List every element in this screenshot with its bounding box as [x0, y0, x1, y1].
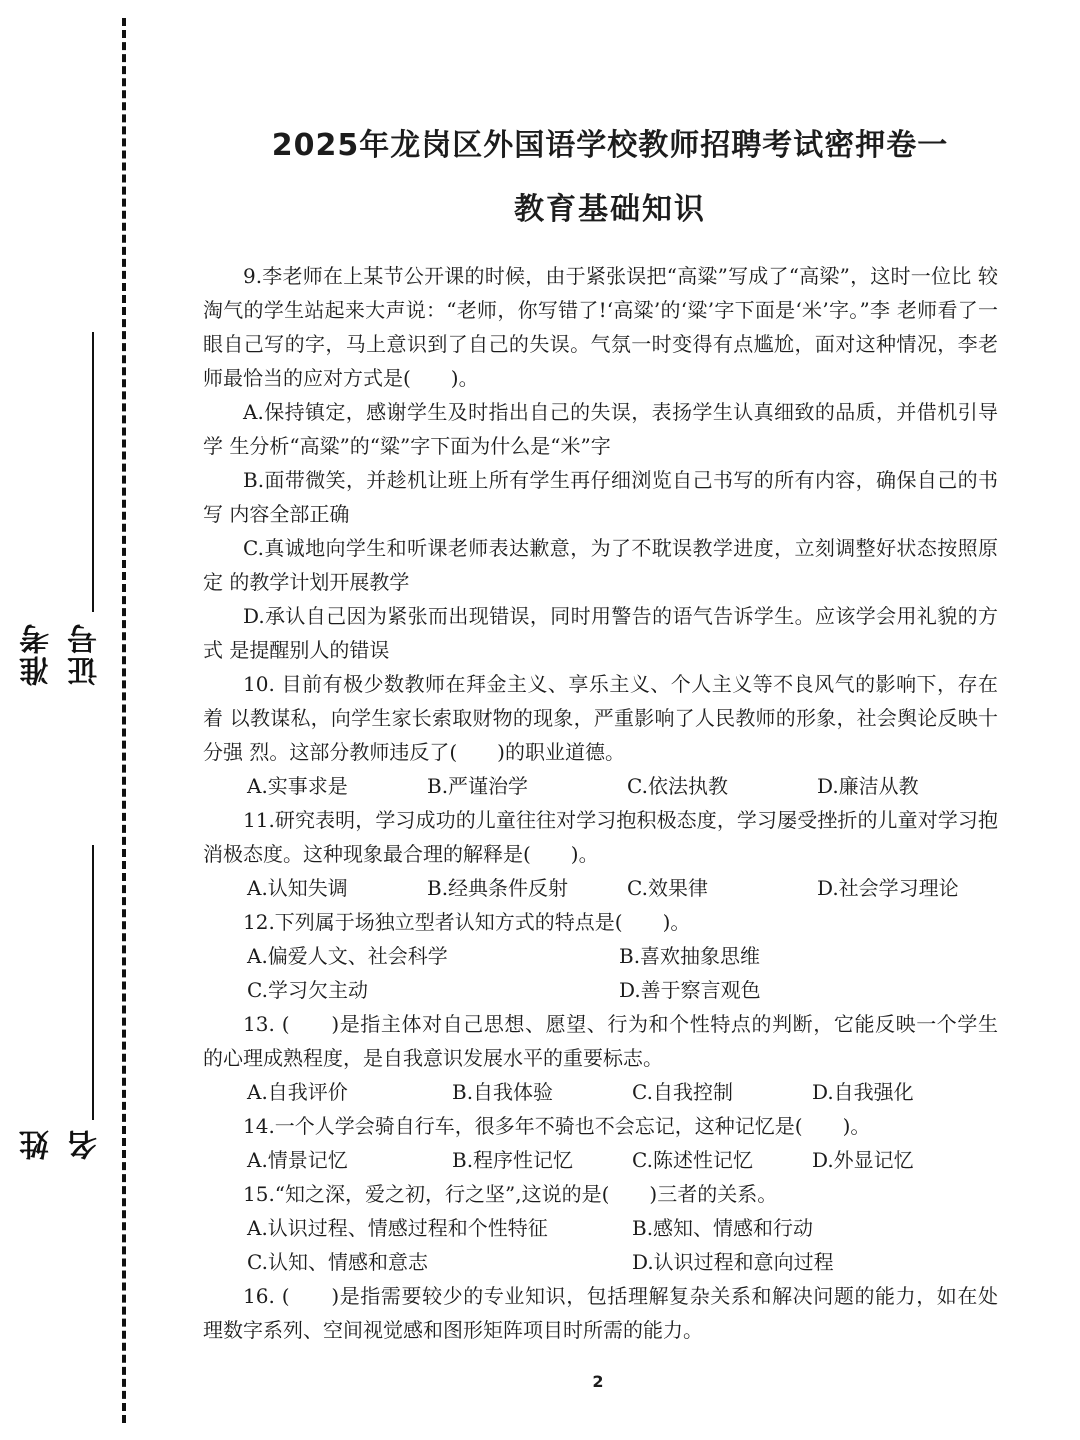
- option-c: C.陈述性记忆: [632, 1148, 753, 1172]
- option-d: D.社会学习理论: [817, 876, 959, 900]
- option-c: C.认知、情感和意志: [247, 1250, 428, 1274]
- option-d: D.善于察言观色: [619, 978, 761, 1002]
- question-16: [203, 1279, 998, 1347]
- page-subtitle: 教育基础知识: [514, 192, 706, 227]
- option-row: [203, 1211, 998, 1245]
- question-stem: 14.一个人学会骑自行车，很多年不骑也不会忘记，这种记忆是( )。: [243, 1114, 871, 1138]
- option-a: A.自我评价: [247, 1080, 348, 1104]
- option-b: B.自我体验: [452, 1080, 554, 1104]
- question-10: [203, 667, 998, 803]
- question-13: [203, 1007, 998, 1109]
- page-title: 2025年龙岗区外国语学校教师招聘考试密押卷一: [271, 128, 949, 163]
- question-15: [203, 1177, 998, 1279]
- name-label-line2: 名: [68, 1128, 103, 1160]
- option-b: B.程序性记忆: [452, 1148, 574, 1172]
- question-stem: 12.下列属于场独立型者认知方式的特点是( )。: [243, 910, 691, 934]
- option-a: A.情景记忆: [247, 1148, 348, 1172]
- name-label-line1: 姓: [20, 1128, 55, 1160]
- option-b: B.喜欢抽象思维: [619, 944, 761, 968]
- exam-id-label-line2: 证号: [68, 622, 103, 686]
- exam-id-write-line: [92, 332, 94, 612]
- question-stem: 10. 目前有极少数教师在拜金主义、享乐主义、个人主义等不良风气的影响下，存在着 以教谋私，向学生家长索取财物的现象，严重影响了人民教师的形象，社会舆论反映十分强 烈。这部分教师违反了( )的职业道德。: [203, 672, 998, 764]
- option-b: B.面带微笑，并趁机让班上所有学生再仔细浏览自己书写的所有内容，确保自己的书写 内容全部正确: [203, 468, 998, 526]
- option-row: [203, 1245, 998, 1279]
- question-14: [203, 1109, 998, 1177]
- option-row: [203, 1143, 998, 1177]
- cut-dashed-line: [122, 18, 126, 1423]
- name-write-line: [92, 845, 94, 1120]
- option-c: C.依法执教: [627, 774, 728, 798]
- option-a: A.实事求是: [247, 774, 348, 798]
- question-stem: 11.研究表明，学习成功的儿童往往对学习抱积极态度，学习屡受挫折的儿童对学习抱 消极态度。这种现象最合理的解释是( )。: [203, 808, 998, 866]
- option-c: C.自我控制: [632, 1080, 733, 1104]
- option-row: [203, 769, 998, 803]
- question-list: [203, 259, 998, 1347]
- binding-margin: [0, 0, 180, 1440]
- option-c: C.学习欠主动: [247, 978, 368, 1002]
- question-stem: 15.“知之深，爱之初，行之坚”,这说的是( )三者的关系。: [243, 1182, 778, 1206]
- option-d: D.外显记忆: [812, 1148, 914, 1172]
- option-d: D.认识过程和意向过程: [632, 1250, 834, 1274]
- option-d: D.承认自己因为紧张而出现错误，同时用警告的语气告诉学生。应该学会用礼貌的方式 是提醒别人的错误: [203, 604, 998, 662]
- option-row: [203, 1075, 998, 1109]
- question-12: [203, 905, 998, 1007]
- option-c: C.效果律: [627, 876, 708, 900]
- option-b: B.经典条件反射: [427, 876, 569, 900]
- exam-id-label-line1: 准考: [20, 622, 55, 686]
- option-d: D.廉洁从教: [817, 774, 919, 798]
- option-a: A.保持镇定，感谢学生及时指出自己的失误，表扬学生认真细致的品质，并借机引导学 生分析“高粱”的“粱”字下面为什么是“米”字: [203, 400, 998, 458]
- question-11: [203, 803, 998, 905]
- option-row: [203, 973, 998, 1007]
- option-b: B.严谨治学: [427, 774, 529, 798]
- option-row: [203, 939, 998, 973]
- option-a: A.认知失调: [247, 876, 348, 900]
- question-9: [203, 259, 998, 667]
- option-c: C.真诚地向学生和听课老师表达歉意，为了不耽误教学进度，立刻调整好状态按照原定 的教学计划开展教学: [203, 536, 998, 594]
- option-a: A.认识过程、情感过程和个性特征: [247, 1216, 548, 1240]
- question-stem: 16. ( )是指需要较少的专业知识，包括理解复杂关系和解决问题的能力，如在处 理数字系列、空间视觉感和图形矩阵项目时所需的能力。: [203, 1284, 998, 1342]
- option-row: [203, 871, 998, 905]
- question-stem: 13. ( )是指主体对自己思想、愿望、行为和个性特点的判断，它能反映一个学生 的心理成熟程度，是自我意识发展水平的重要标志。: [203, 1012, 998, 1070]
- option-a: A.偏爱人文、社会科学: [247, 944, 448, 968]
- option-b: B.感知、情感和行动: [632, 1216, 814, 1240]
- question-stem: 9.李老师在上某节公开课的时候，由于紧张误把“高粱”写成了“高梁”，这时一位比 较淘气的学生站起来大声说：“老师，你写错了!‘高粱’的‘粱’字下面是‘米’字。”李 老师看了一眼自己写的字，马上意识到了自己的失误。气氛一时变得有点尴尬，面对这种情况，李老师最恰当的应对方式是( )。: [203, 264, 998, 390]
- page-number: 2: [592, 1372, 604, 1391]
- option-d: D.自我强化: [812, 1080, 914, 1104]
